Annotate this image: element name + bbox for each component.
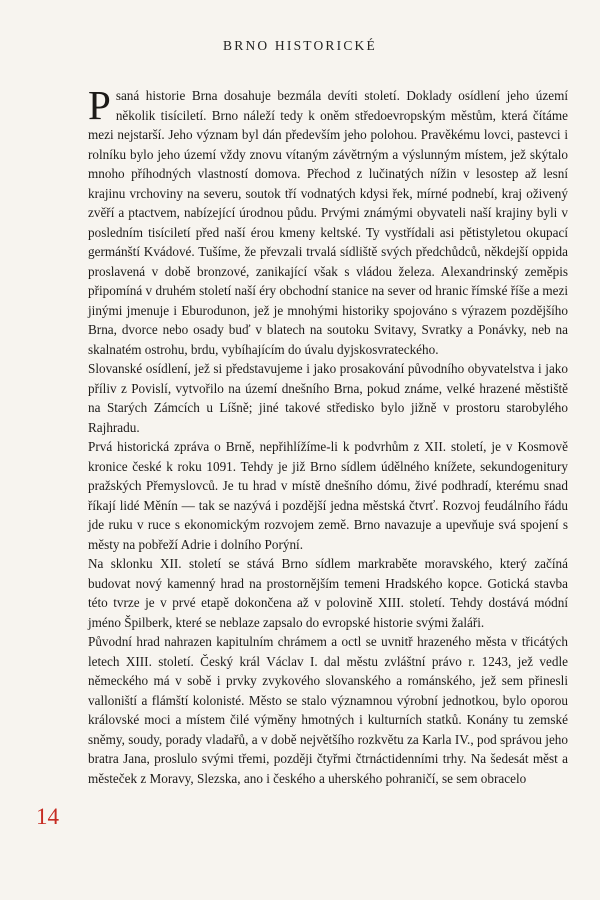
article-body [88,82,568,788]
paragraph-2: Slovanské osídlení, jež si představujeme i jako prosakování původního obyvatelstva i jako příliv z Povislí, vytvořilo na území dnešního Brna, pokud známe, velké hrazené městiště na Starých Zámcích u Líšně; jiné takové středisko bylo jižně v prostoru starobylého Rajhradu. [88,361,568,435]
paragraph-4: Na sklonku XII. století se stává Brno sídlem markraběte moravského, který začíná budovat nový kamenný hrad na prostornějším temeni Hradského kopce. Gotická stavba této tvrze je v prvé etapě dokončena až v polovině XIII. století. Tehdy dostává módní jméno Špilberk, které se neblaze zapsalo do evropské historie svými žaláři. [88,556,568,630]
paragraph-text: saná historie Brna dosahuje bezmála devíti století. Doklady osídlení jeho území několik tisíciletí. Brno náleží tedy k oněm středoevropským městům, která čítáme mezi nejstarší. Jeho význam byl dán především jeho polohou. Pravěkému lovci, pastevci i rolníku bylo jeho území vždy znovu vítaným závětrným a výslunným místem, jež skýtalo mnoho příhodných vlastností domova. Přechod z lučinatých nížin v lesostep až lesní krajinu vrchoviny na severu, soutok tří vodnatých kdysi řek, mírné podnebí, kraj oživený zvěří a ptactvem, nabízející úrodnou půdu. Prvými známými obyvateli naší krajiny byli v posledním tisíciletí před naší érou kmeny keltské. Ty vystřídali asi pětistyletou okupací germánští Kvádové. Tušíme, že převzali trvalá sídliště svých předchůdců, někdejší oppida proslavená v době bronzové, zanikající však s vládou železa. Alexandrinský zeměpis připomíná v druhém století naší éry obchodní stanice na sever od hranic římské říše a mezi jinými jmenuje i Eburodunon, jež je mnohými historiky spojováno s výrazem pozdějšího Brna, dvorce nebo osady buď v blatech na soutoku Svitavy, Svratky a Ponávky, neb na skalnatém ostrohu, brdu, vybíhajícím do úvalu dyjskosvrateckého. [88,88,568,357]
paragraph-1 [88,82,568,359]
page-number: 14 [36,804,59,829]
drop-cap: P [88,82,111,128]
page-title: BRNO HISTORICKÉ [223,38,377,53]
paragraph-5: Původní hrad nahrazen kapitulním chrámem a octl se uvnitř hrazeného města v třicátých letech XIII. století. Český král Václav I. dal městu zvláštní právo r. 1243, jež vedle německého má v sobě i prvky zvykového slovanského a románského, jež sem přinesli valloniští a flámští kolonisté. Město se stalo významnou výrobní jednotkou, bylo oporou královské moci a místem čilé výměny hmotných i kulturních statků. Konány tu zemské sněmy, soudy, porady vladařů, a v době největšího rozkvětu za Karla IV., pod správou jeho bratra Jana, proslulo svými třemi, později čtyřmi čtrnáctidenními trhy. Na šedesát měst a městeček z Moravy, Slezska, ano i českého a uherského pohraničí, se sem obracelo [88,634,568,786]
paragraph-3: Prvá historická zpráva o Brně, nepřihlížíme-li k podvrhům z XII. století, je v Kosmově kronice české k roku 1091. Tehdy je již Brno sídlem údělného knížete, sekundogenitury pražských Přemyslovců. Je tu hrad v místě dnešního dómu, živé podhradí, kterému snad říkají lidé Měnín — tak se nazývá i pozdější jedna městská čtvrť. Rozvoj feudálního řádu jde ruku v ruce s ekonomickým rozvojem země. Brno navazuje a upevňuje svá spojení s městy na pobřeží Adrie i dolního Porýní. [88,439,568,552]
